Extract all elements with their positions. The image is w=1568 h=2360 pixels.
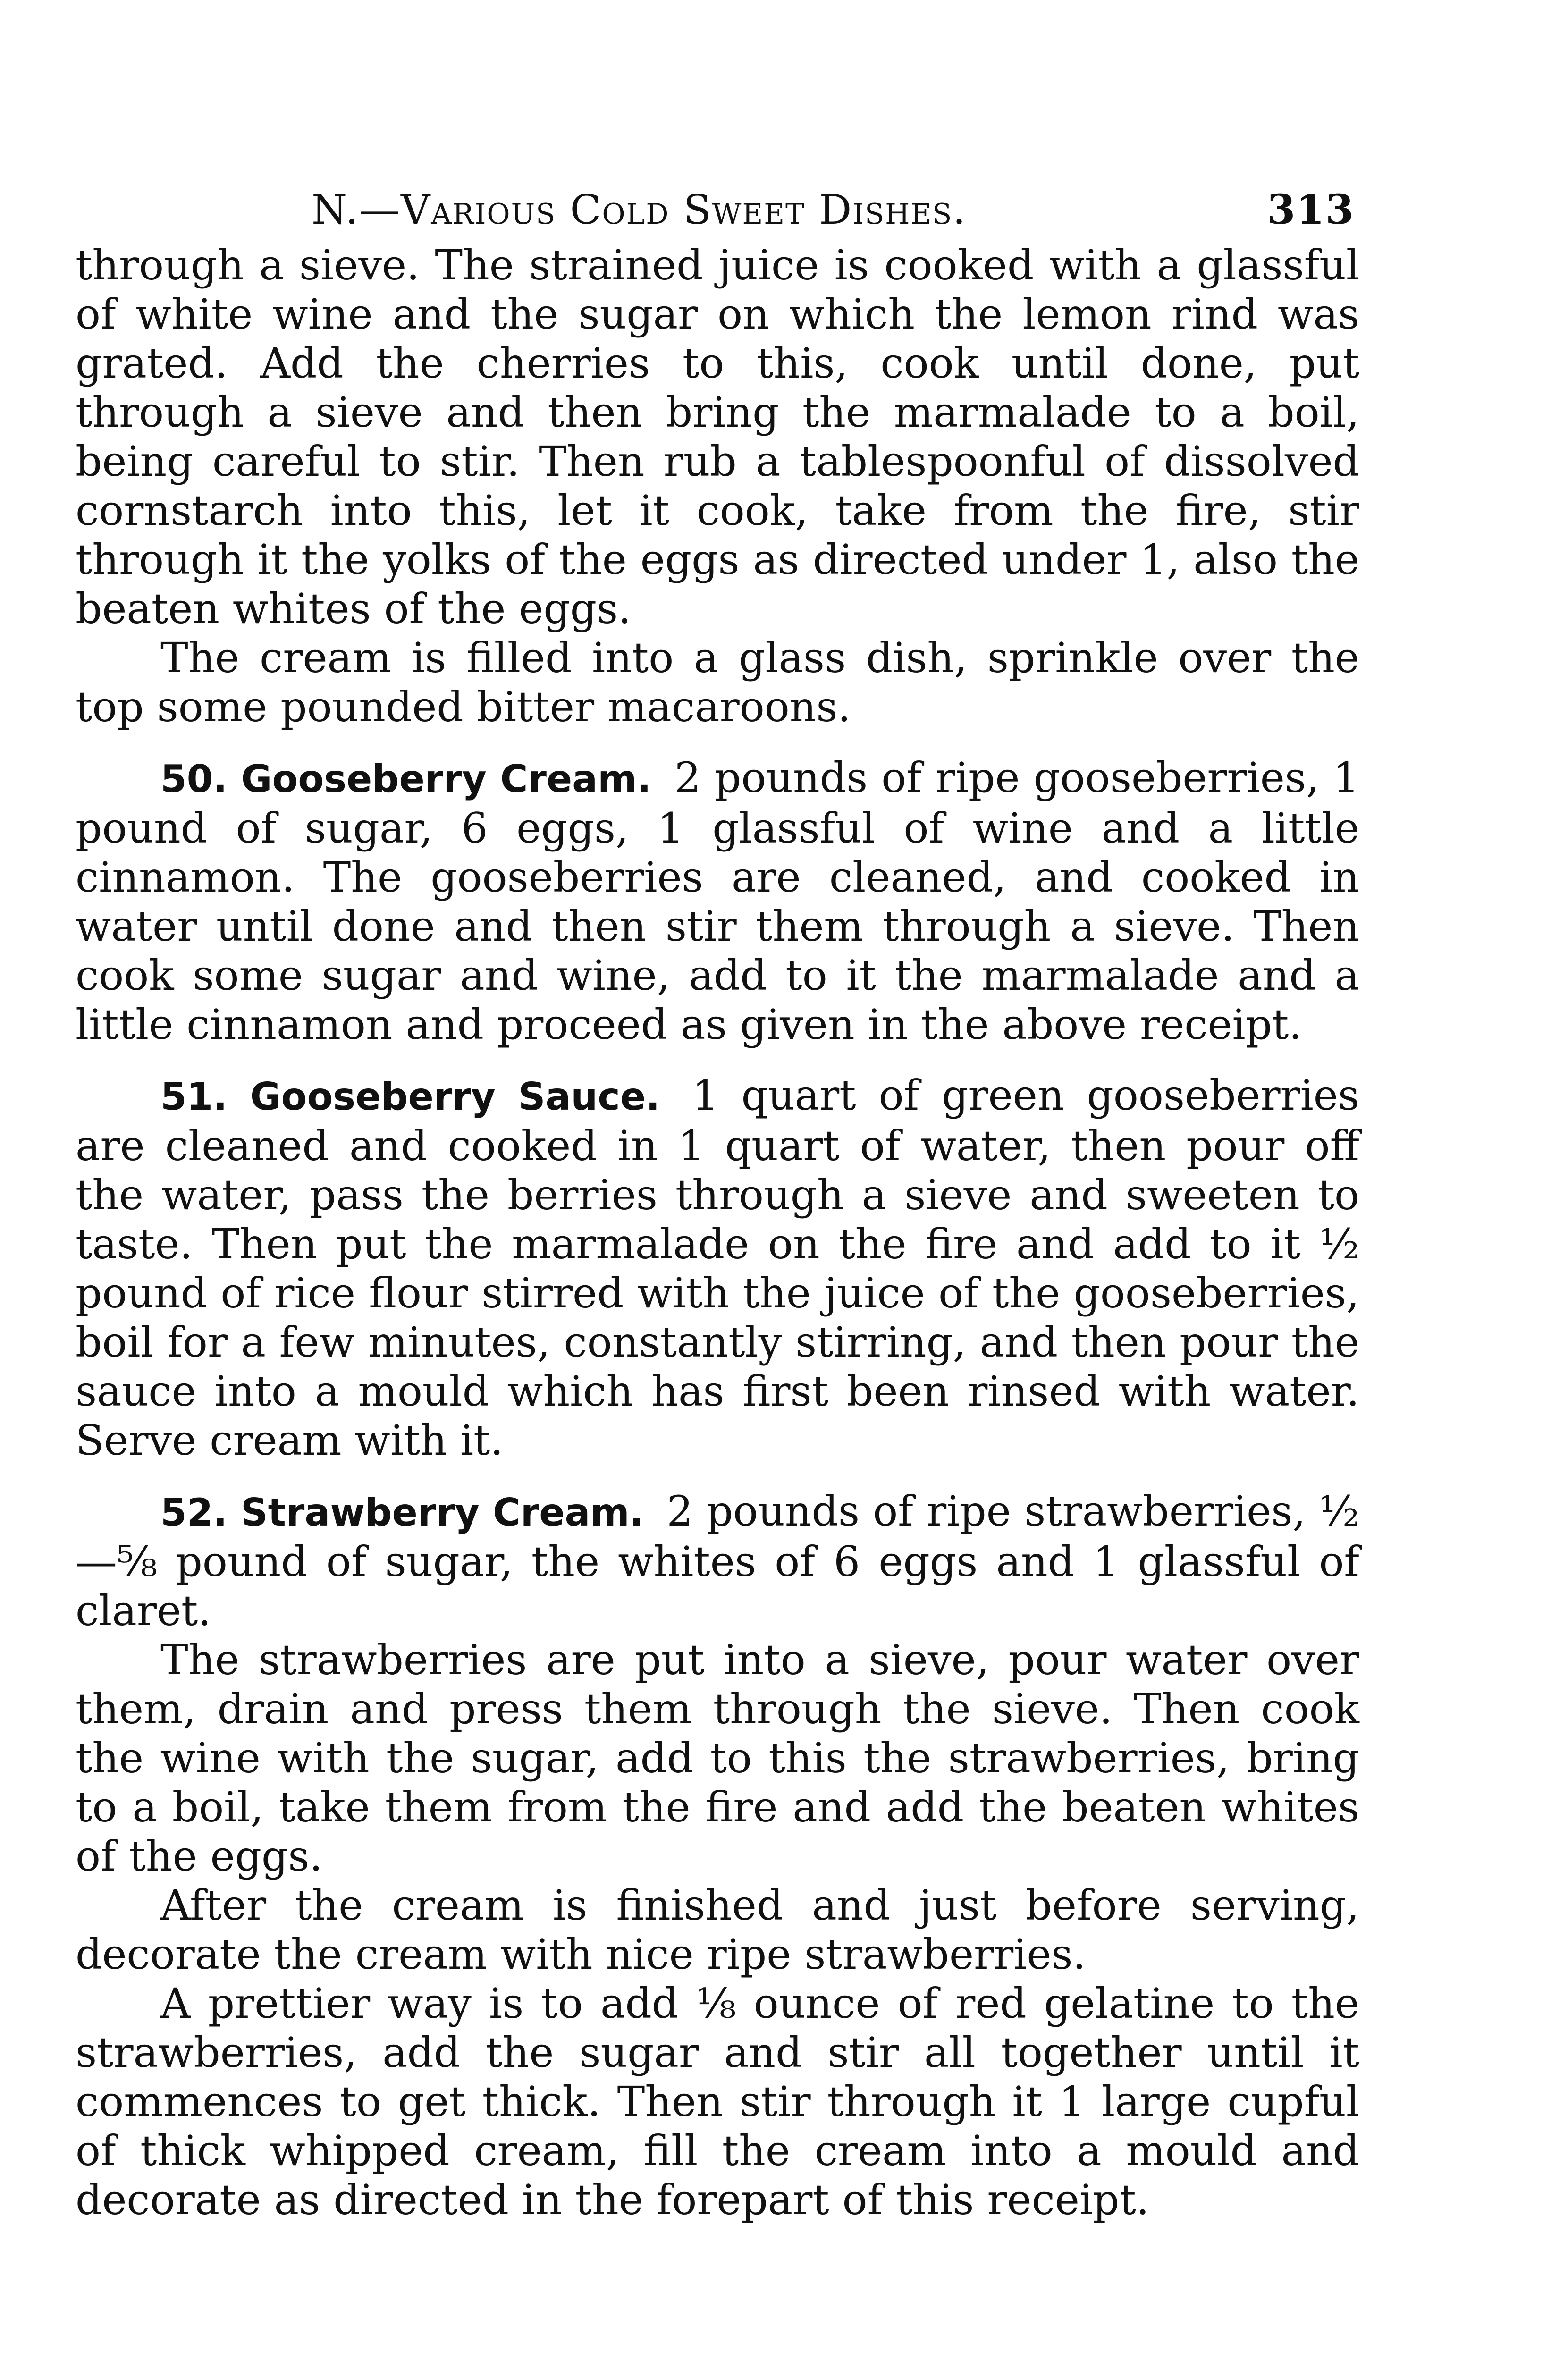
recipe-title: Gooseberry Cream. xyxy=(241,757,651,801)
paragraph: The cream is filled into a glass dish, sprinkle over the top some pounded bitter macaroons. xyxy=(76,633,1359,731)
recipe-number: 52. xyxy=(160,1491,228,1534)
book-page xyxy=(76,184,1359,2225)
running-head xyxy=(76,184,1359,236)
recipe-text: 2 pounds of ripe gooseberries, 1 pound of sugar, 6 eggs, 1 glassful of wine and a little cinnamon. The gooseberries are cleaned, and cooked in water until done and then stir them through a sieve. Then cook some sugar and wine, add to it the marmalade and a little cinnamon and proceed as given in the above receipt. xyxy=(76,753,1359,1049)
paragraph: A prettier way is to add ⅛ ounce of red gelatine to the strawberries, add the sugar and stir all together until it commences to get thick. Then stir through it 1 large cupful of thick whipped cream, fill the cream into a mould and decorate as directed in the forepart of this receipt. xyxy=(76,1979,1359,2224)
paragraph: After the cream is finished and just before serving, decorate the cream with nice ripe strawberries. xyxy=(76,1881,1359,1979)
recipe-51 xyxy=(76,1071,1359,1465)
page-number: 313 xyxy=(1267,186,1355,234)
recipe-text: 2 pounds of ripe strawberries, ½—⅝ pound of sugar, the whites of 6 eggs and 1 glassful of claret. xyxy=(76,1487,1359,1635)
recipe-title: Strawberry Cream. xyxy=(241,1491,644,1534)
recipe-number: 51. xyxy=(160,1075,228,1119)
recipe-50 xyxy=(76,753,1359,1049)
recipe-text: 1 quart of green gooseberries are cleaned and cooked in 1 quart of water, then pour off the water, pass the berries through a sieve and sweeten to taste. Then put the marmalade on the fire and add to it ½ pound of rice flour stirred with the juice of the gooseberries, boil for a few minutes, constantly stirring, and then pour the sauce into a mould which has first been rinsed with water. Serve cream with it. xyxy=(76,1071,1359,1465)
chapter-title: N.—Various Cold Sweet Dishes. xyxy=(312,186,967,234)
paragraph-continued: through a sieve. The strained juice is cooked with a glassful of white wine and the sugar on which the lemon rind was grated. Add the cherries to this, cook until done, put through a sieve and then bring the marmalade to a boil, being careful to stir. Then rub a tablespoonful of dissolved cornstarch into this, let it cook, take from the fire, stir through it the yolks of the eggs as directed under 1, also the beaten whites of the eggs. xyxy=(76,241,1359,633)
recipe-number: 50. xyxy=(160,757,228,801)
paragraph: The strawberries are put into a sieve, pour water over them, drain and press them through the sieve. Then cook the wine with the sugar, add to this the strawberries, bring to a boil, take them from the fire and add the beaten whites of the eggs. xyxy=(76,1635,1359,1880)
recipe-52 xyxy=(76,1487,1359,1635)
recipe-title: Gooseberry Sauce. xyxy=(250,1075,660,1119)
